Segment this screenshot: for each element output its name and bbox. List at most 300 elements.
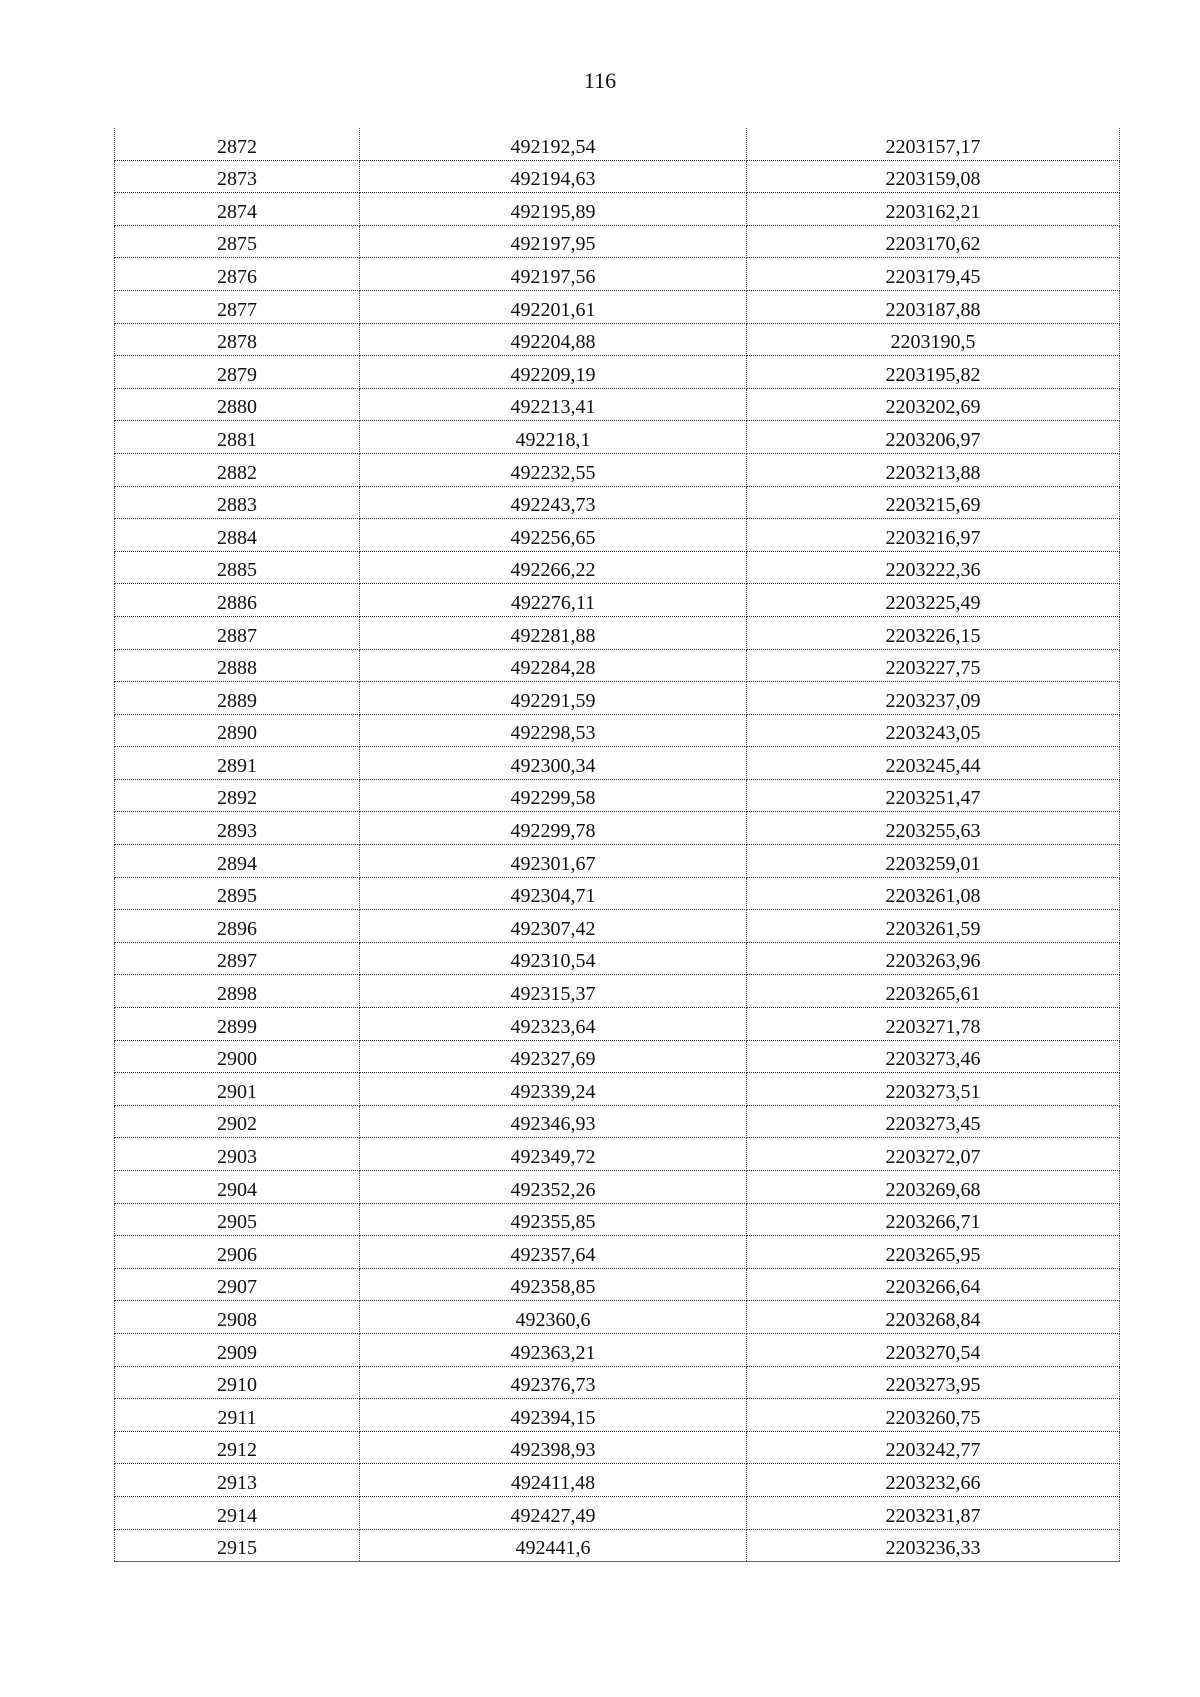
x-coordinate-cell	[360, 1008, 747, 1041]
point-number-cell	[115, 1431, 360, 1464]
y-coordinate-cell	[747, 1464, 1120, 1497]
cell-text: 492209,19	[510, 363, 596, 386]
y-coordinate-cell	[747, 1496, 1120, 1529]
y-coordinate-cell	[747, 1138, 1120, 1171]
cell-text: 2203261,08	[885, 885, 981, 908]
cell-text: 2903	[217, 1146, 257, 1168]
y-coordinate-cell	[747, 1040, 1120, 1073]
point-number-cell	[115, 323, 360, 356]
table-row	[115, 649, 1120, 682]
x-coordinate-cell	[360, 225, 747, 258]
y-coordinate-cell	[747, 1431, 1120, 1464]
cell-text: 2880	[217, 396, 257, 419]
y-coordinate-cell	[747, 519, 1120, 552]
y-coordinate-cell	[747, 910, 1120, 943]
cell-text: 492304,71	[510, 885, 596, 908]
y-coordinate-cell	[747, 877, 1120, 910]
table-row	[115, 1203, 1120, 1236]
cell-text: 2895	[217, 885, 257, 908]
cell-text: 492276,11	[510, 591, 596, 614]
x-coordinate-cell	[360, 779, 747, 812]
cell-text: 2886	[217, 591, 257, 614]
cell-text: 492363,21	[510, 1341, 596, 1364]
point-number-cell	[115, 551, 360, 584]
table-row	[115, 1496, 1120, 1529]
y-coordinate-cell	[747, 649, 1120, 682]
table-row	[115, 1399, 1120, 1432]
table-row	[115, 975, 1120, 1008]
x-coordinate-cell	[360, 616, 747, 649]
point-number-cell	[115, 1496, 360, 1529]
point-number-cell	[115, 877, 360, 910]
y-coordinate-cell	[747, 1333, 1120, 1366]
cell-text: 2909	[217, 1341, 257, 1364]
x-coordinate-cell	[360, 1268, 747, 1301]
cell-text: 2906	[217, 1243, 257, 1266]
cell-text: 2203242,77	[885, 1439, 981, 1462]
cell-text: 2889	[217, 689, 257, 712]
table-row	[115, 1464, 1120, 1497]
cell-text: 2203162,21	[885, 200, 981, 223]
y-coordinate-cell	[747, 1399, 1120, 1432]
cell-text: 492201,61	[510, 298, 596, 321]
x-coordinate-cell	[360, 551, 747, 584]
x-coordinate-cell	[360, 747, 747, 780]
point-number-cell	[115, 1138, 360, 1171]
y-coordinate-cell	[747, 1366, 1120, 1399]
x-coordinate-cell	[360, 1138, 747, 1171]
table-row	[115, 323, 1120, 356]
x-coordinate-cell	[360, 519, 747, 552]
point-number-cell	[115, 714, 360, 747]
x-coordinate-cell	[360, 160, 747, 193]
cell-text: 492291,59	[510, 689, 596, 712]
y-coordinate-cell	[747, 388, 1120, 421]
point-number-cell	[115, 258, 360, 291]
table-row	[115, 128, 1120, 160]
table-row	[115, 682, 1120, 715]
point-number-cell	[115, 1105, 360, 1138]
x-coordinate-cell	[360, 258, 747, 291]
cell-text: 2203190,5	[890, 331, 976, 354]
cell-text: 2877	[217, 298, 257, 321]
point-number-cell	[115, 519, 360, 552]
table-row	[115, 845, 1120, 878]
cell-text: 2203255,63	[885, 820, 981, 843]
cell-text: 2894	[217, 852, 257, 875]
cell-text: 2913	[217, 1471, 257, 1494]
cell-text: 2203273,51	[885, 1080, 981, 1103]
table-row	[115, 779, 1120, 812]
table-row	[115, 1073, 1120, 1106]
table-row	[115, 1268, 1120, 1301]
point-number-cell	[115, 1399, 360, 1432]
x-coordinate-cell	[360, 1431, 747, 1464]
cell-text: 2907	[217, 1276, 257, 1299]
cell-text: 2896	[217, 917, 257, 940]
cell-text: 492307,42	[510, 917, 596, 940]
cell-text: 492243,73	[510, 494, 596, 517]
cell-text: 2890	[217, 722, 257, 745]
cell-text: 2901	[217, 1080, 257, 1103]
x-coordinate-cell	[360, 649, 747, 682]
point-number-cell	[115, 1333, 360, 1366]
x-coordinate-cell	[360, 714, 747, 747]
cell-text: 492358,85	[510, 1276, 596, 1299]
point-number-cell	[115, 1073, 360, 1106]
y-coordinate-cell	[747, 160, 1120, 193]
y-coordinate-cell	[747, 1268, 1120, 1301]
point-number-cell	[115, 845, 360, 878]
x-coordinate-cell	[360, 1073, 747, 1106]
cell-text: 2203265,95	[885, 1243, 981, 1266]
cell-text: 2203263,96	[885, 950, 981, 973]
cell-text: 2203195,82	[885, 363, 981, 386]
y-coordinate-cell	[747, 356, 1120, 389]
table-row	[115, 910, 1120, 943]
point-number-cell	[115, 616, 360, 649]
point-number-cell	[115, 1040, 360, 1073]
cell-text: 2203157,17	[885, 135, 981, 158]
cell-text: 492310,54	[510, 950, 596, 973]
cell-text: 492376,73	[510, 1374, 596, 1397]
cell-text: 492232,55	[510, 461, 596, 484]
point-number-cell	[115, 193, 360, 226]
y-coordinate-cell	[747, 1008, 1120, 1041]
table-row	[115, 1008, 1120, 1041]
cell-text: 492266,22	[510, 559, 596, 582]
point-number-cell	[115, 747, 360, 780]
y-coordinate-cell	[747, 1171, 1120, 1204]
table-row	[115, 258, 1120, 291]
x-coordinate-cell	[360, 845, 747, 878]
y-coordinate-cell	[747, 323, 1120, 356]
cell-text: 492300,34	[510, 754, 596, 777]
cell-text: 492349,72	[510, 1146, 596, 1168]
x-coordinate-cell	[360, 453, 747, 486]
cell-text: 492357,64	[510, 1243, 596, 1266]
cell-text: 2203273,45	[885, 1113, 981, 1136]
cell-text: 492213,41	[510, 396, 596, 419]
point-number-cell	[115, 421, 360, 454]
y-coordinate-cell	[747, 486, 1120, 519]
table-row	[115, 584, 1120, 617]
table-row	[115, 877, 1120, 910]
cell-text: 2908	[217, 1308, 257, 1331]
cell-text: 2203245,44	[885, 754, 981, 777]
table-row	[115, 486, 1120, 519]
x-coordinate-cell	[360, 1529, 747, 1562]
y-coordinate-cell	[747, 682, 1120, 715]
cell-text: 492204,88	[510, 331, 596, 354]
cell-text: 2203270,54	[885, 1341, 981, 1364]
cell-text: 2203226,15	[885, 624, 981, 647]
x-coordinate-cell	[360, 942, 747, 975]
cell-text: 2203236,33	[885, 1537, 981, 1560]
y-coordinate-cell	[747, 1301, 1120, 1334]
point-number-cell	[115, 942, 360, 975]
cell-text: 2893	[217, 820, 257, 843]
cell-text: 2203222,36	[885, 559, 981, 582]
cell-text: 492299,58	[510, 787, 596, 810]
cell-text: 492301,67	[510, 852, 596, 875]
cell-text: 2912	[217, 1439, 257, 1462]
cell-text: 492256,65	[510, 526, 596, 549]
table-row	[115, 1529, 1120, 1562]
cell-text: 2876	[217, 265, 257, 288]
cell-text: 2884	[217, 526, 257, 549]
table-row	[115, 1040, 1120, 1073]
table-row	[115, 193, 1120, 226]
cell-text: 492197,56	[510, 265, 596, 288]
cell-text: 2203202,69	[885, 396, 981, 419]
y-coordinate-cell	[747, 421, 1120, 454]
cell-text: 492315,37	[510, 983, 596, 1006]
cell-text: 2902	[217, 1113, 257, 1136]
point-number-cell	[115, 1366, 360, 1399]
point-number-cell	[115, 682, 360, 715]
x-coordinate-cell	[360, 388, 747, 421]
cell-text: 2203179,45	[885, 265, 981, 288]
cell-text: 2892	[217, 787, 257, 810]
cell-text: 2203187,88	[885, 298, 981, 321]
cell-text: 2881	[217, 428, 257, 451]
y-coordinate-cell	[747, 1073, 1120, 1106]
table-row	[115, 714, 1120, 747]
cell-text: 492355,85	[510, 1211, 596, 1234]
cell-text: 492360,6	[515, 1308, 591, 1331]
x-coordinate-cell	[360, 1171, 747, 1204]
point-number-cell	[115, 1301, 360, 1334]
cell-text: 2904	[217, 1178, 257, 1201]
cell-text: 2915	[217, 1537, 257, 1560]
cell-text: 2887	[217, 624, 257, 647]
x-coordinate-cell	[360, 193, 747, 226]
table-row	[115, 812, 1120, 845]
point-number-cell	[115, 1464, 360, 1497]
cell-text: 2897	[217, 950, 257, 973]
point-number-cell	[115, 779, 360, 812]
cell-text: 2203272,07	[885, 1146, 981, 1168]
coordinates-table	[114, 128, 1120, 1562]
point-number-cell	[115, 160, 360, 193]
point-number-cell	[115, 225, 360, 258]
cell-text: 2203206,97	[885, 428, 981, 451]
point-number-cell	[115, 1203, 360, 1236]
table-row	[115, 1431, 1120, 1464]
point-number-cell	[115, 1529, 360, 1562]
point-number-cell	[115, 290, 360, 323]
cell-text: 492352,26	[510, 1178, 596, 1201]
cell-text: 2203232,66	[885, 1471, 981, 1494]
table-row	[115, 290, 1120, 323]
cell-text: 2203261,59	[885, 917, 981, 940]
x-coordinate-cell	[360, 975, 747, 1008]
y-coordinate-cell	[747, 975, 1120, 1008]
cell-text: 492218,1	[515, 428, 591, 451]
table-row	[115, 388, 1120, 421]
cell-text: 492427,49	[510, 1504, 596, 1527]
cell-text: 2888	[217, 657, 257, 680]
cell-text: 2203237,09	[885, 689, 981, 712]
cell-text: 2899	[217, 1015, 257, 1038]
cell-text: 2905	[217, 1211, 257, 1234]
y-coordinate-cell	[747, 942, 1120, 975]
cell-text: 2203271,78	[885, 1015, 981, 1038]
y-coordinate-cell	[747, 779, 1120, 812]
cell-text: 492441,6	[515, 1537, 591, 1560]
y-coordinate-cell	[747, 290, 1120, 323]
table-row	[115, 1171, 1120, 1204]
table-row	[115, 551, 1120, 584]
x-coordinate-cell	[360, 1236, 747, 1269]
x-coordinate-cell	[360, 356, 747, 389]
table-row	[115, 1105, 1120, 1138]
cell-text: 2203216,97	[885, 526, 981, 549]
x-coordinate-cell	[360, 128, 747, 160]
point-number-cell	[115, 1008, 360, 1041]
x-coordinate-cell	[360, 1464, 747, 1497]
point-number-cell	[115, 975, 360, 1008]
point-number-cell	[115, 128, 360, 160]
y-coordinate-cell	[747, 225, 1120, 258]
cell-text: 2203266,71	[885, 1211, 981, 1234]
cell-text: 2203213,88	[885, 461, 981, 484]
point-number-cell	[115, 486, 360, 519]
x-coordinate-cell	[360, 1105, 747, 1138]
cell-text: 2203273,95	[885, 1374, 981, 1397]
cell-text: 2203215,69	[885, 494, 981, 517]
cell-text: 2900	[217, 1048, 257, 1071]
point-number-cell	[115, 649, 360, 682]
cell-text: 492299,78	[510, 820, 596, 843]
cell-text: 2882	[217, 461, 257, 484]
x-coordinate-cell	[360, 323, 747, 356]
cell-text: 2878	[217, 331, 257, 354]
cell-text: 2873	[217, 168, 257, 191]
cell-text: 2898	[217, 983, 257, 1006]
y-coordinate-cell	[747, 616, 1120, 649]
table-row	[115, 942, 1120, 975]
x-coordinate-cell	[360, 1399, 747, 1432]
y-coordinate-cell	[747, 714, 1120, 747]
x-coordinate-cell	[360, 486, 747, 519]
cell-text: 492339,24	[510, 1080, 596, 1103]
table-row	[115, 225, 1120, 258]
cell-text: 2203159,08	[885, 168, 981, 191]
cell-text: 492394,15	[510, 1406, 596, 1429]
x-coordinate-cell	[360, 877, 747, 910]
point-number-cell	[115, 356, 360, 389]
cell-text: 492323,64	[510, 1015, 596, 1038]
cell-text: 492298,53	[510, 722, 596, 745]
cell-text: 2203266,64	[885, 1276, 981, 1299]
cell-text: 2203231,87	[885, 1504, 981, 1527]
y-coordinate-cell	[747, 1203, 1120, 1236]
table-row	[115, 356, 1120, 389]
point-number-cell	[115, 388, 360, 421]
x-coordinate-cell	[360, 1040, 747, 1073]
cell-text: 492192,54	[510, 135, 596, 158]
cell-text: 2203243,05	[885, 722, 981, 745]
y-coordinate-cell	[747, 128, 1120, 160]
table-row	[115, 1236, 1120, 1269]
y-coordinate-cell	[747, 551, 1120, 584]
point-number-cell	[115, 453, 360, 486]
cell-text: 492411,48	[510, 1471, 596, 1494]
cell-text: 2891	[217, 754, 257, 777]
point-number-cell	[115, 1171, 360, 1204]
x-coordinate-cell	[360, 290, 747, 323]
y-coordinate-cell	[747, 584, 1120, 617]
table-row	[115, 747, 1120, 780]
x-coordinate-cell	[360, 1496, 747, 1529]
x-coordinate-cell	[360, 812, 747, 845]
cell-text: 2203269,68	[885, 1178, 981, 1201]
cell-text: 2885	[217, 559, 257, 582]
cell-text: 2203170,62	[885, 233, 981, 256]
table-row	[115, 616, 1120, 649]
cell-text: 2911	[217, 1406, 257, 1429]
table-row	[115, 1333, 1120, 1366]
cell-text: 2203265,61	[885, 983, 981, 1006]
cell-text: 492346,93	[510, 1113, 596, 1136]
y-coordinate-cell	[747, 193, 1120, 226]
cell-text: 2910	[217, 1374, 257, 1397]
y-coordinate-cell	[747, 258, 1120, 291]
x-coordinate-cell	[360, 1333, 747, 1366]
table-row	[115, 1138, 1120, 1171]
table-row	[115, 1366, 1120, 1399]
cell-text: 2203268,84	[885, 1308, 981, 1331]
cell-text: 2203259,01	[885, 852, 981, 875]
cell-text: 492194,63	[510, 168, 596, 191]
cell-text: 2203225,49	[885, 591, 981, 614]
cell-text: 2203273,46	[885, 1048, 981, 1071]
x-coordinate-cell	[360, 421, 747, 454]
x-coordinate-cell	[360, 1301, 747, 1334]
table-row	[115, 519, 1120, 552]
cell-text: 2872	[217, 135, 257, 158]
y-coordinate-cell	[747, 747, 1120, 780]
cell-text: 492327,69	[510, 1048, 596, 1071]
cell-text: 2874	[217, 200, 257, 223]
x-coordinate-cell	[360, 1366, 747, 1399]
point-number-cell	[115, 584, 360, 617]
x-coordinate-cell	[360, 682, 747, 715]
x-coordinate-cell	[360, 910, 747, 943]
table-row	[115, 160, 1120, 193]
y-coordinate-cell	[747, 812, 1120, 845]
cell-text: 492197,95	[510, 233, 596, 256]
table-row	[115, 453, 1120, 486]
y-coordinate-cell	[747, 845, 1120, 878]
point-number-cell	[115, 1268, 360, 1301]
cell-text: 2203251,47	[885, 787, 981, 810]
y-coordinate-cell	[747, 1529, 1120, 1562]
x-coordinate-cell	[360, 584, 747, 617]
x-coordinate-cell	[360, 1203, 747, 1236]
cell-text: 2883	[217, 494, 257, 517]
coordinates-table-body	[115, 128, 1120, 1562]
point-number-cell	[115, 1236, 360, 1269]
cell-text: 492398,93	[510, 1439, 596, 1462]
y-coordinate-cell	[747, 453, 1120, 486]
page-number: 116	[583, 68, 617, 93]
cell-text: 492284,28	[510, 657, 596, 680]
cell-text: 2879	[217, 363, 257, 386]
cell-text: 2203260,75	[885, 1406, 981, 1429]
